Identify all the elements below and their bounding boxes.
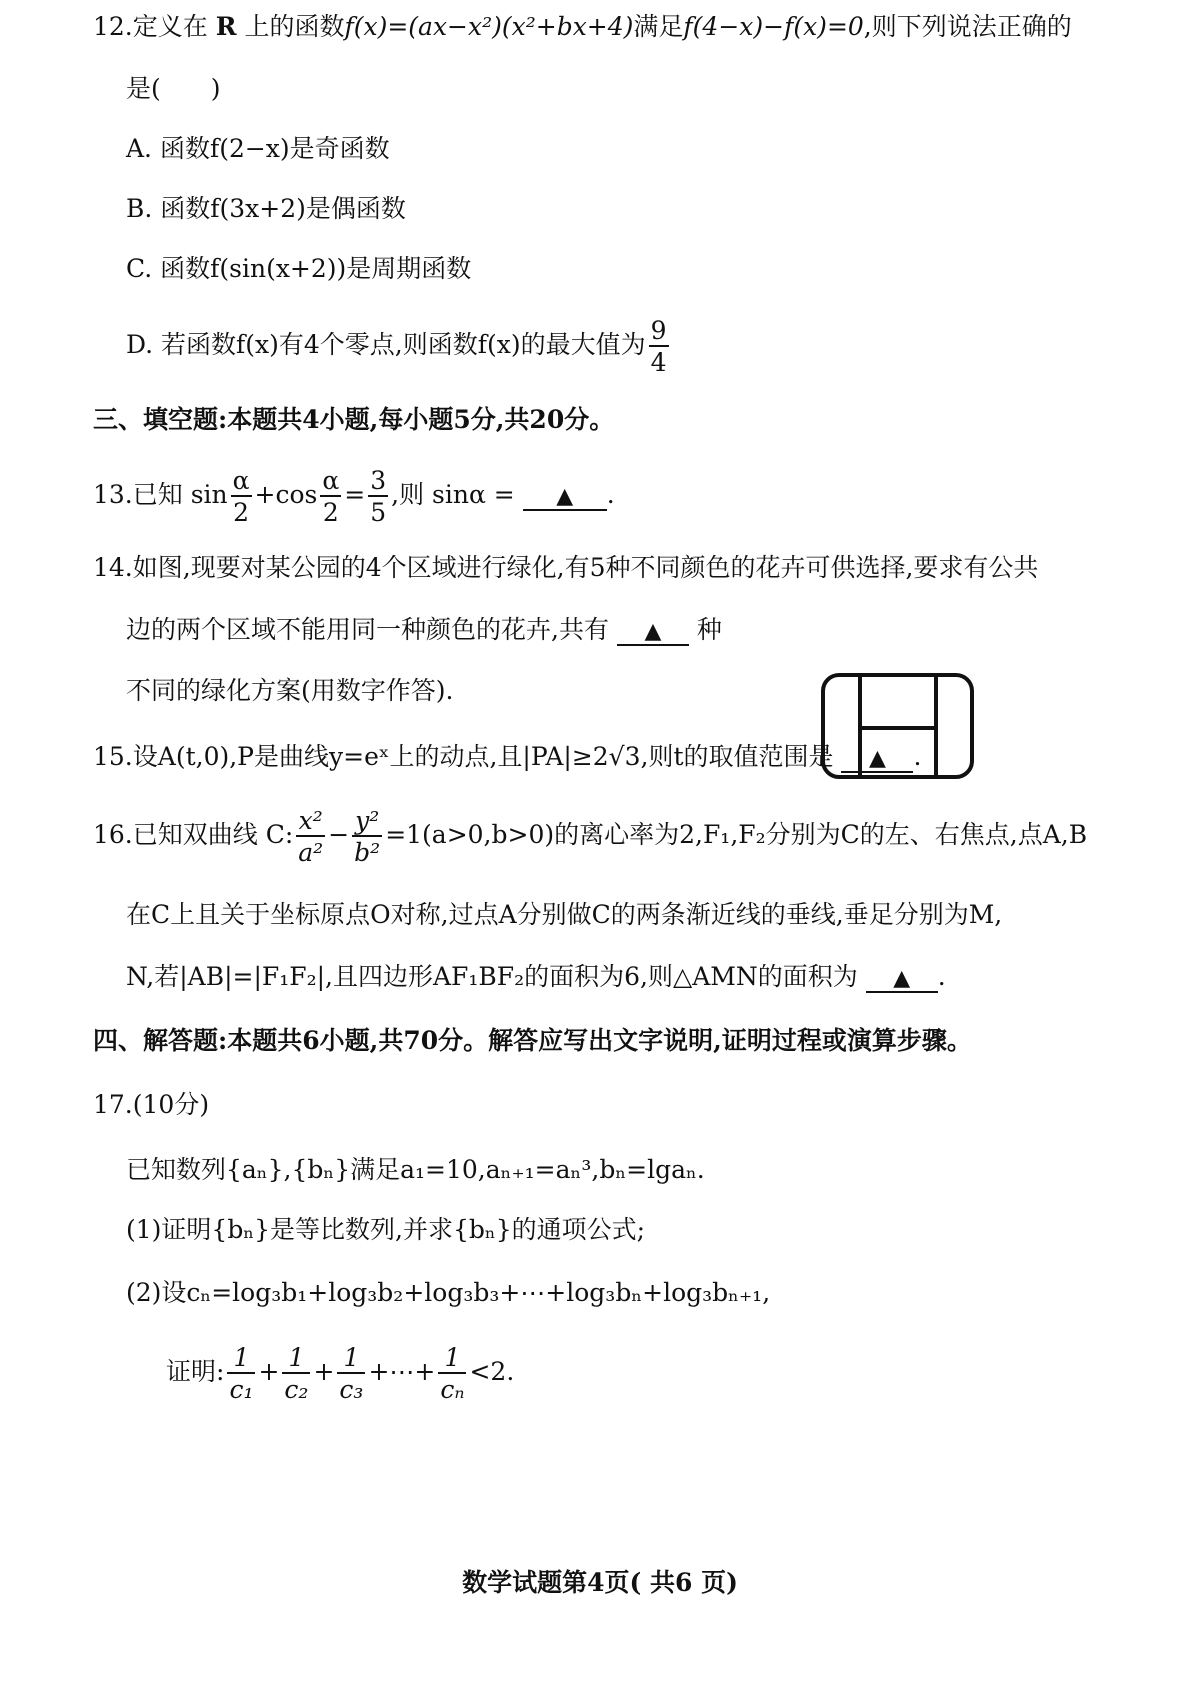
- q14-line2: [126, 615, 722, 646]
- q13-end: .: [606, 480, 615, 509]
- q16-line3: [126, 962, 946, 993]
- q17-fraction-2: [282, 1345, 310, 1402]
- fraction-numerator: 1: [227, 1345, 255, 1374]
- q16-fraction-x: [296, 808, 325, 865]
- q17-fraction-1: [227, 1345, 255, 1402]
- q12-option-d-fraction: [649, 318, 669, 375]
- q17-proof: 证明: $\frac{1}{\text{c₁}}$ + $\frac{1}{\text{c₂}}$ + $\frac{1}{\text{c₃}}$ +⋯+ $\frac{1}{\text{cₙ}}$ <2.: [166, 1343, 515, 1404]
- q13-tail: ,则 sinα =: [391, 480, 515, 509]
- q17-dots: +⋯+: [368, 1357, 436, 1386]
- q16-answer-blank: ▲: [866, 967, 938, 993]
- fraction-numerator: 1: [438, 1345, 466, 1374]
- q17-given: 已知数列{aₙ},{bₙ}满足a₁=10,aₙ₊₁=aₙ³,bₙ=lgaₙ.: [126, 1155, 705, 1184]
- fraction-numerator: α: [232, 466, 250, 495]
- q16-line3-text: N,若|AB|=|F₁F₂|,且四边形AF₁BF₂的面积为6,则△AMN的面积为: [126, 962, 858, 991]
- fraction-numerator: 1: [282, 1345, 310, 1374]
- q16-line1: [93, 808, 1087, 865]
- fraction-denominator: 4: [650, 348, 667, 377]
- q12-cond-pre: 满足: [633, 12, 684, 41]
- q12-option-a: A. 函数f(2−x)是奇函数: [126, 134, 390, 163]
- q13-fraction-2: [320, 468, 341, 525]
- q12-stem-line2: 是( ): [126, 74, 221, 103]
- q15-text: 设A(t,0),P是曲线y=eˣ上的动点,且|PA|≥2√3,则t的取值范围是: [132, 742, 834, 771]
- q16-minus: −: [328, 820, 350, 849]
- fraction-numerator: 9: [650, 316, 667, 345]
- q12-function-expression: f(x)=(ax−x²)(x²+bx+4): [344, 12, 634, 41]
- q14-line1: [93, 553, 1038, 583]
- fraction-numerator: x²: [296, 808, 325, 837]
- q17-proof-end: <2.: [469, 1357, 515, 1386]
- q12-R: R: [215, 12, 237, 41]
- q17-header: 17.(10分): [93, 1090, 210, 1119]
- fraction-denominator: cₙ: [440, 1375, 465, 1404]
- q13-fraction-1: [231, 468, 252, 525]
- fraction-denominator: c₂: [284, 1375, 309, 1404]
- fraction-numerator: 3: [370, 466, 387, 495]
- q13-answer-blank: ▲: [523, 485, 607, 511]
- q17-part-1: (1)证明{bₙ}是等比数列,并求{bₙ}的通项公式;: [126, 1215, 646, 1244]
- q14-number: 14.: [93, 553, 133, 582]
- q15-number: 15.: [93, 742, 133, 771]
- q12-stem-end: ,则下列说法正确的: [863, 12, 1072, 41]
- q12-number: 12.: [93, 12, 133, 41]
- fraction-numerator: y²: [352, 808, 382, 837]
- q16-line2: 在C上且关于坐标原点O对称,过点A分别做C的两条渐近线的垂线,垂足分别为M,: [126, 900, 1003, 929]
- q13-number: 13.: [93, 480, 133, 509]
- q14-line2-post: 种: [696, 615, 722, 644]
- q16-line1-text: =1(a>0,b>0)的离心率为2,F₁,F₂分别为C的左、右焦点,点A,B: [385, 820, 1088, 849]
- q13: [93, 468, 615, 525]
- section-3-heading: 三、填空题:本题共4小题,每小题5分,共20分。: [93, 405, 615, 434]
- q16-pre: 已知双曲线 C:: [132, 820, 294, 849]
- q17-part-2: (2)设cₙ=log₃b₁+log₃b₂+log₃b₃+⋯+log₃bₙ+log₃bₙ₊₁,: [126, 1278, 771, 1307]
- q12-stem-mid: 上的函数: [244, 12, 345, 41]
- q17-fraction-3: [337, 1345, 365, 1402]
- q14-line1-text: 如图,现要对某公园的4个区域进行绿化,有5种不同颜色的花卉可供选择,要求有公共: [132, 553, 1039, 582]
- q17-fraction-n: [438, 1345, 466, 1402]
- q12-option-c: C. 函数f(sin(x+2))是周期函数: [126, 254, 472, 283]
- q15-answer-blank: ▲: [841, 747, 913, 773]
- q16-number: 16.: [93, 820, 133, 849]
- fraction-denominator: 2: [233, 498, 250, 527]
- q13-plus-cos: +cos: [254, 480, 318, 509]
- q12-condition: f(4−x)−f(x)=0: [683, 12, 864, 41]
- q12-option-b: B. 函数f(3x+2)是偶函数: [126, 194, 406, 223]
- section-4-heading: 四、解答题:本题共6小题,共70分。解答应写出文字说明,证明过程或演算步骤。: [93, 1026, 972, 1055]
- fraction-denominator: c₃: [339, 1375, 364, 1404]
- q17-proof-pre: 证明:: [166, 1357, 225, 1386]
- fraction-denominator: a²: [298, 838, 324, 867]
- fraction-denominator: b²: [354, 838, 381, 867]
- page-footer: 数学试题第4页( 共6 页): [462, 1568, 738, 1597]
- fraction-denominator: 2: [322, 498, 339, 527]
- fraction-numerator: 1: [337, 1345, 365, 1374]
- q12-option-d: [126, 318, 672, 375]
- q14-line3: 不同的绿化方案(用数字作答).: [126, 676, 454, 705]
- q16-end: .: [937, 962, 946, 991]
- q14-answer-blank: ▲: [617, 620, 689, 646]
- fraction-denominator: 5: [370, 498, 387, 527]
- fraction-numerator: α: [322, 466, 340, 495]
- q13-pre: 已知 sin: [132, 480, 228, 509]
- q13-fraction-3: [368, 468, 388, 525]
- q12-option-d-text: D. 若函数f(x)有4个零点,则函数f(x)的最大值为: [126, 330, 646, 359]
- q15-end: .: [913, 742, 922, 771]
- q13-equals: =: [344, 480, 366, 509]
- q14-line2-text: 边的两个区域不能用同一种颜色的花卉,共有: [126, 615, 609, 644]
- q12-stem: [93, 12, 1072, 42]
- q16-fraction-y: [352, 808, 382, 865]
- q15: [93, 742, 921, 773]
- fraction-denominator: c₁: [229, 1375, 254, 1404]
- q12-stem-pre: 定义在: [132, 12, 208, 41]
